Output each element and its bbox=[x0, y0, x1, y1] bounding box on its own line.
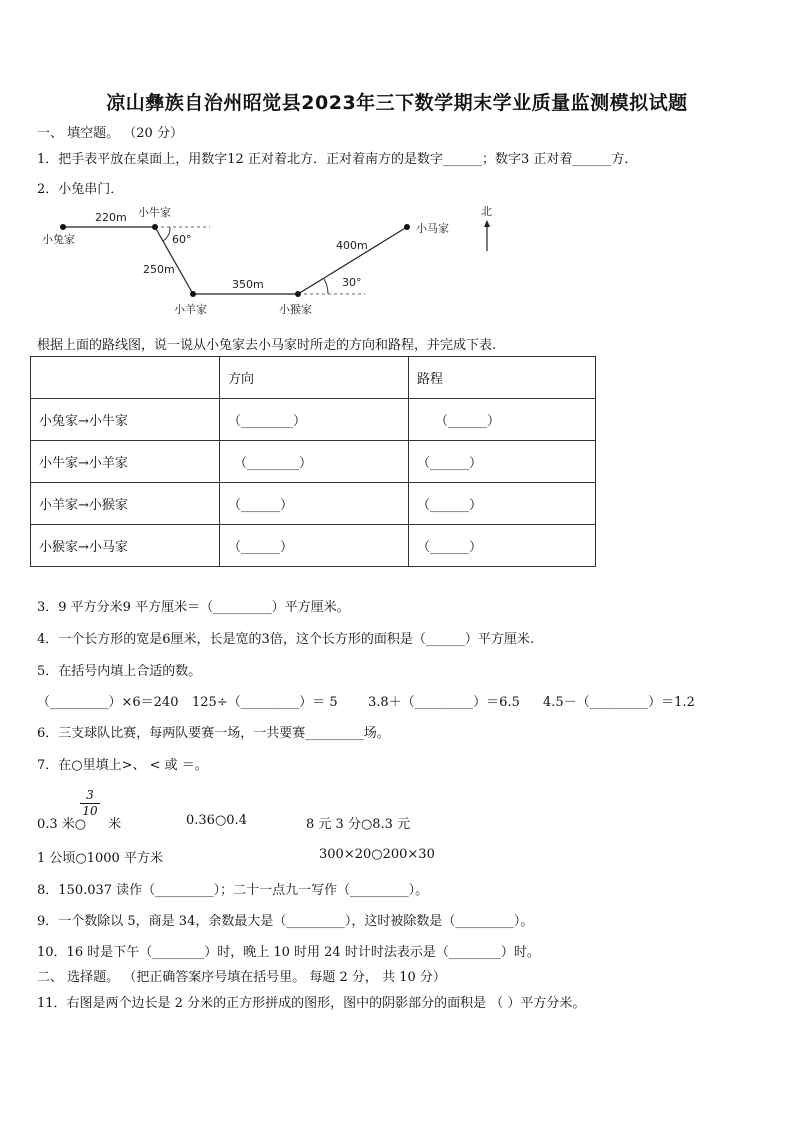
q7-compare-3: 8 元 3 分○8.3 元 bbox=[306, 817, 411, 832]
question-4: 4．一个长方形的宽是6厘米，长是宽的3倍，这个长方形的面积是（______）平方厘米. bbox=[37, 632, 534, 647]
distance-350: 350m bbox=[232, 278, 264, 291]
label-sheep: 小羊家 bbox=[174, 303, 207, 316]
fraction-3-10 bbox=[80, 788, 100, 818]
q5-item-1: （_________）×6＝240 bbox=[37, 695, 179, 710]
q5-item-3: 3.8＋（_________）＝6.5 bbox=[368, 695, 520, 710]
table-row bbox=[31, 525, 596, 567]
question-6: 6．三支球队比赛，每两队要赛一场，一共要赛_________场。 bbox=[37, 726, 390, 741]
route-table bbox=[30, 356, 596, 567]
question-5: 5．在括号内填上合适的数。 bbox=[37, 664, 202, 679]
distance-blank[interactable]: （______） bbox=[409, 441, 596, 483]
q7-compare-2: 0.36○0.4 bbox=[186, 813, 247, 828]
distance-250: 250m bbox=[143, 263, 175, 276]
distance-220: 220m bbox=[95, 211, 127, 224]
question-11: 11．右图是两个边长是 2 分米的正方形拼成的图形，图中的阴影部分的面积是 （ ）平方分米。 bbox=[37, 996, 586, 1011]
question-9: 9．一个数除以 5，商是 34，余数最大是（_________），这时被除数是（_________）。 bbox=[37, 914, 534, 929]
distance-blank[interactable]: （______） bbox=[409, 399, 596, 441]
table-row bbox=[31, 399, 596, 441]
table-row bbox=[31, 441, 596, 483]
route-cell: 小牛家→小羊家 bbox=[31, 441, 220, 483]
route-cell: 小猴家→小马家 bbox=[31, 525, 220, 567]
label-horse: 小马家 bbox=[416, 222, 449, 235]
label-monkey: 小猴家 bbox=[279, 303, 312, 316]
route-cell: 小兔家→小牛家 bbox=[31, 399, 220, 441]
distance-blank[interactable]: （______） bbox=[409, 483, 596, 525]
direction-blank[interactable]: （______） bbox=[220, 525, 409, 567]
angle-60: 60° bbox=[172, 233, 192, 246]
page-title: 凉山彝族自治州昭觉县2023年三下数学期末学业质量监测模拟试题 bbox=[106, 92, 688, 114]
table-header-row bbox=[31, 357, 596, 399]
section-2-heading: 二、 选择题。 （把正确答案序号填在括号里。 每题 2 分， 共 10 分） bbox=[37, 970, 446, 985]
node-cow bbox=[152, 224, 158, 230]
q7-compare-5: 300×20○200×30 bbox=[319, 847, 435, 862]
question-8: 8．150.037 读作（_________）；二十一点九一写作（_________）。 bbox=[37, 883, 429, 898]
question-2: 2．小兔串门． bbox=[37, 182, 124, 197]
direction-blank[interactable]: （________） bbox=[220, 441, 409, 483]
node-horse bbox=[404, 224, 410, 230]
section-1-heading: 一、 填空题。 （20 分） bbox=[37, 126, 183, 141]
node-sheep bbox=[190, 291, 196, 297]
header-direction: 方向 bbox=[220, 357, 409, 399]
q7-compare-1-left: 0.3 米○ bbox=[37, 817, 87, 832]
question-3: 3．9 平方分米9 平方厘米＝（_________）平方厘米。 bbox=[37, 600, 350, 615]
route-cell: 小羊家→小猴家 bbox=[31, 483, 220, 525]
angle-30: 30° bbox=[342, 276, 362, 289]
header-distance: 路程 bbox=[409, 357, 596, 399]
distance-blank[interactable]: （______） bbox=[409, 525, 596, 567]
header-blank bbox=[31, 357, 220, 399]
node-rabbit bbox=[60, 224, 66, 230]
question-10: 10．16 时是下午（________）时，晚上 10 时用 24 时计时法表示是（________）时。 bbox=[37, 945, 540, 960]
fraction-denominator: 10 bbox=[80, 803, 100, 818]
route-diagram bbox=[30, 200, 510, 325]
direction-blank[interactable]: （______） bbox=[220, 483, 409, 525]
table-row bbox=[31, 483, 596, 525]
q5-item-4: 4.5－（_________）＝1.2 bbox=[543, 695, 695, 710]
question-1: 1．把手表平放在桌面上，用数字12 正对着北方．正对着南方的是数字______；数字3 正对着______方． bbox=[37, 152, 638, 167]
label-rabbit: 小兔家 bbox=[42, 233, 75, 246]
q5-item-2: 125÷（_________）＝ 5 bbox=[192, 695, 338, 710]
distance-400: 400m bbox=[336, 239, 368, 252]
q7-compare-1-unit: 米 bbox=[108, 817, 122, 832]
table-instruction: 根据上面的路线图，说一说从小兔家去小马家时所走的方向和路程，并完成下表. bbox=[37, 338, 497, 353]
north-label: 北 bbox=[481, 205, 492, 218]
direction-blank[interactable]: （________） bbox=[220, 399, 409, 441]
question-7: 7．在○里填上>、 < 或 ＝。 bbox=[37, 758, 208, 773]
north-arrow-icon bbox=[478, 203, 500, 253]
fraction-numerator: 3 bbox=[86, 788, 94, 802]
label-cow: 小牛家 bbox=[138, 206, 171, 219]
node-monkey bbox=[295, 291, 301, 297]
q7-compare-4: 1 公顷○1000 平方米 bbox=[37, 851, 163, 866]
